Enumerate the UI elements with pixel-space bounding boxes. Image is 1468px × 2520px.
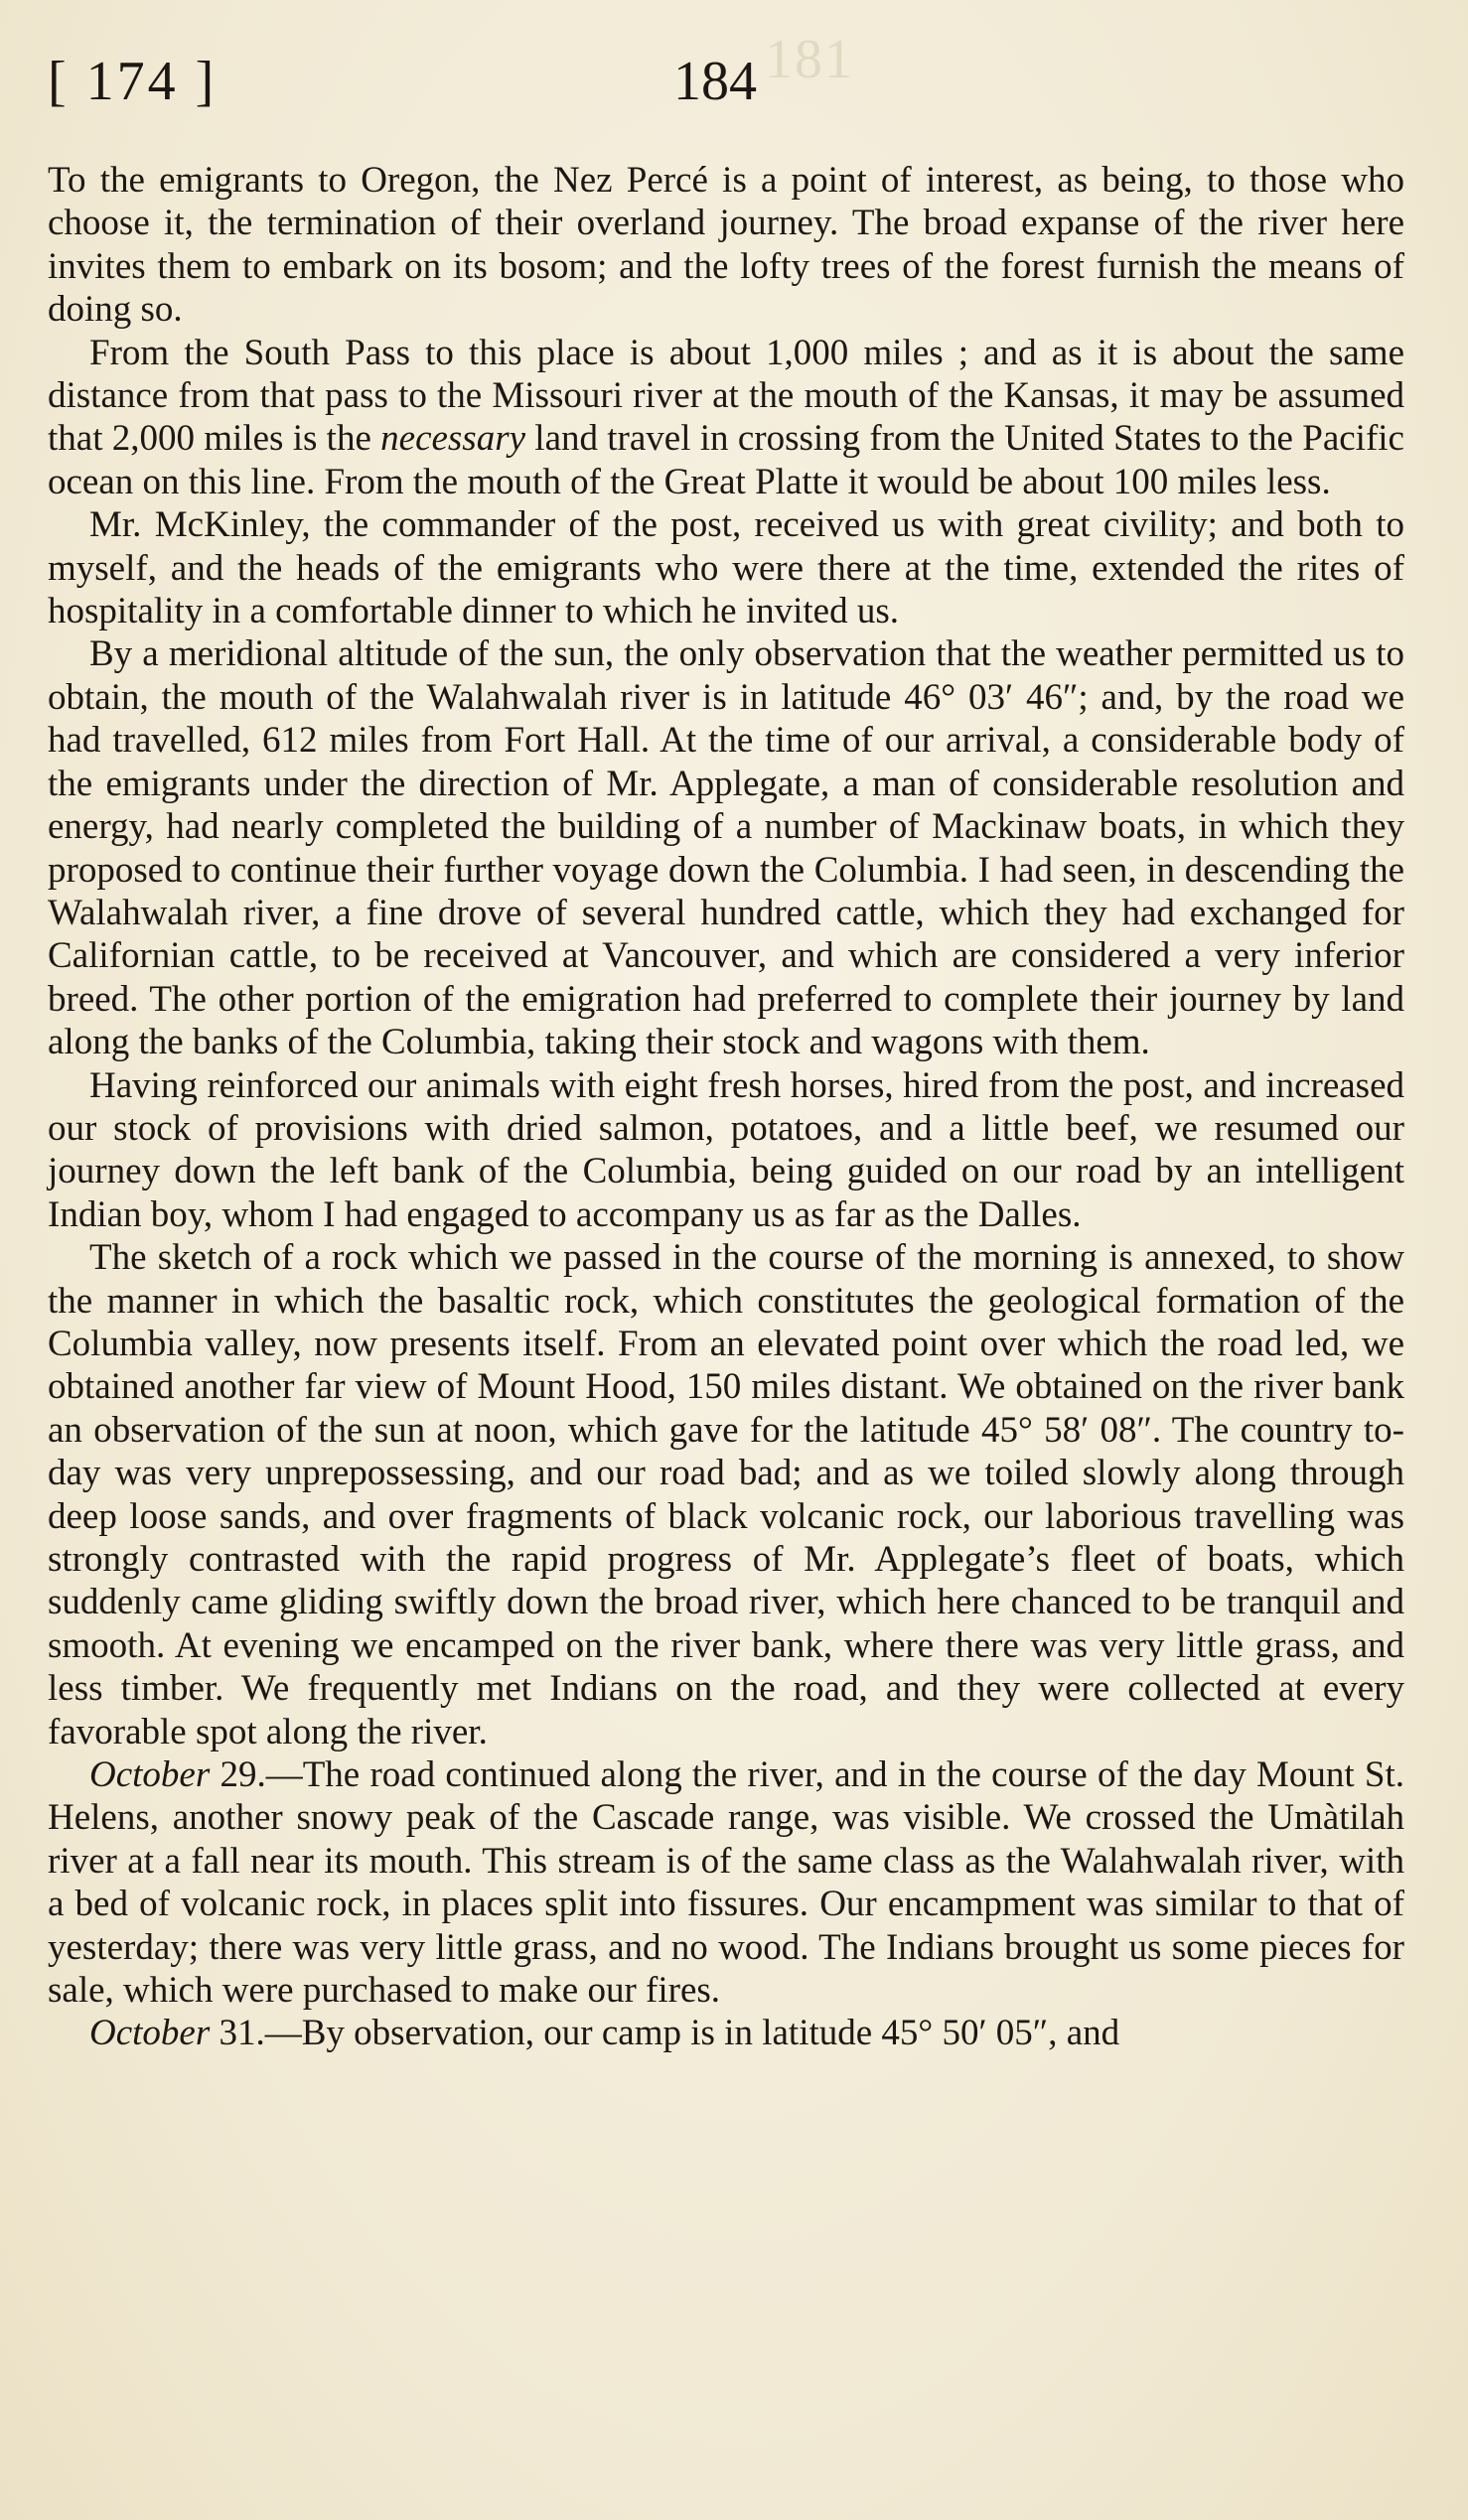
paragraph-text: 29.—The road continued along the river, and in the course of the day Mount St. Helens, another snowy peak of the Cascade range, was visible. We crossed the Umàtilah river at a fall near its mouth. This stream is of the same class as the Walahwalah river, with a bed of volcanic rock, in places split into fissures. Our encampment was similar to that of yesterday; there was very little grass, and no wood. The Indians brought us some pieces for sale, which were purchased to make our fires. (48, 1754, 1404, 2012)
body-text (48, 159, 1404, 2055)
date-month: October (89, 1754, 211, 1796)
bleed-through-page-number: 181 (765, 29, 854, 90)
italic-word: necessary (380, 418, 526, 460)
paragraph-nez-perce: To the emigrants to Oregon, the Nez Percé is a point of interest, as being, to those who choose it, the termination of their overland journey. The broad expanse of the river here invites them to embark on its bosom; and the lofty trees of the forest furnish the means of doing so. (48, 160, 1404, 331)
paragraph-rock-sketch: The sketch of a rock which we passed in the course of the morning is annexed, to show the manner in which the basaltic rock, which constitutes the geological formation of the Columbia valley, now presents itself. From an elevated point over which the road led, we obtained another far view of Mount Hood, 150 miles distant. We obtained on the river bank an observation of the sun at noon, which gave for the latitude 45° 58′ 08″. The country to-day was very unprepossessing, and our road bad; and as we toiled slowly along through deep loose sands, and over fragments of black volcanic rock, our laborious travelling was strongly contrasted with the rapid progress of Mr. Applegate’s fleet of boats, which suddenly came gliding swiftly down the broad river, which here chanced to be tranquil and smooth. At evening we encamped on the river bank, where there was very little grass, and less timber. We frequently met Indians on the road, and they were collected at every favorable spot along the river. (48, 1237, 1404, 1752)
paragraph-october-31 (48, 2012, 1404, 2054)
page-number: 184 (673, 51, 757, 112)
paragraph-text: 31.—By observation, our camp is in latitude 45° 50′ 05″, and (210, 2013, 1120, 2054)
paragraph-south-pass (48, 332, 1404, 504)
page-header (48, 50, 1398, 129)
paragraph-october-29 (48, 1753, 1404, 2012)
bracketed-page-number: [ 174 ] (48, 51, 218, 112)
paragraph-mckinley: Mr. McKinley, the commander of the post, received us with great civility; and both to myself, and the heads of the emigrants who were there at the time, extended the rites of hospitality in a comfortable dinner to which he invited us. (48, 504, 1404, 632)
paragraph-text: From the South Pass to this place is about 1,000 miles ; and as it is about the same distance from that pass to the Missouri river at the mouth of the Kansas, it may be assumed that 2,000 miles is the (48, 332, 1404, 460)
paragraph-text: land travel in crossing from the United States to the Pacific ocean on this line. From the mouth of the Great Platte it would be about 100 miles less. (48, 418, 1404, 502)
paragraph-meridional-altitude: By a meridional altitude of the sun, the only observation that the weather permitted us to obtain, the mouth of the Walahwalah river is in latitude 46° 03′ 46″; and, by the road we had travelled, 612 miles from Fort Hall. At the time of our arrival, a considerable body of the emigrants under the direction of Mr. Applegate, a man of considerable resolution and energy, had nearly completed the building of a number of Mackinaw boats, in which they proposed to continue their further voyage down the Columbia. I had seen, in descending the Walahwalah river, a fine drove of several hundred cattle, which they had exchanged for Californian cattle, to be received at Vancouver, and which are considered a very inferior breed. The other portion of the emigration had preferred to complete their journey by land along the banks of the Columbia, taking their stock and wagons with them. (48, 633, 1404, 1063)
date-month: October (89, 2013, 211, 2054)
paragraph-reinforced-animals: Having reinforced our animals with eight fresh horses, hired from the post, and increased our stock of provisions with dried salmon, potatoes, and a little beef, we resumed our journey down the left bank of the Columbia, being guided on our road by an intelligent Indian boy, whom I had engaged to accompany us as far as the Dalles. (48, 1064, 1404, 1235)
